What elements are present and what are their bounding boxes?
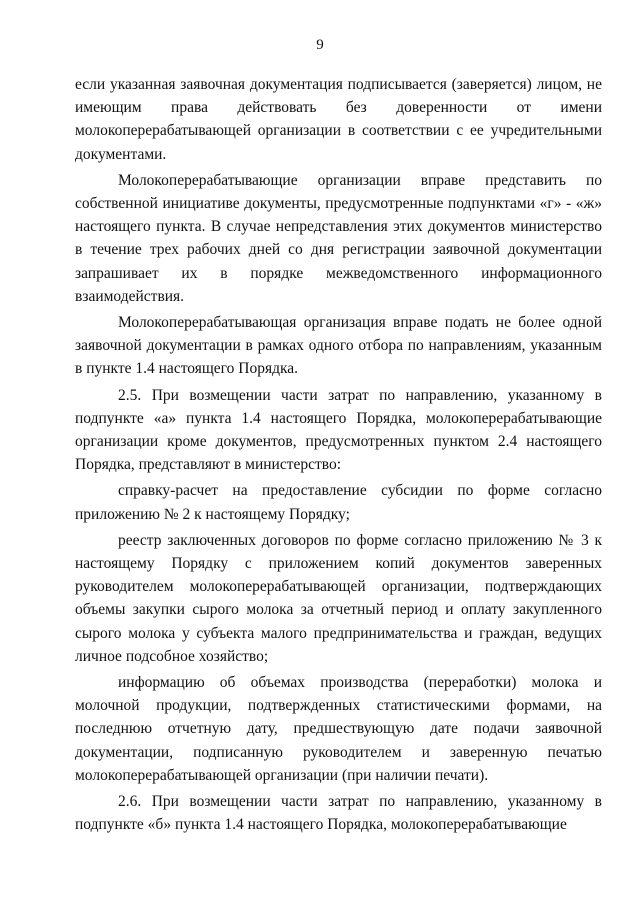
paragraph-optional-documents: Молокоперерабатывающие организации вправе представить по собственной инициативе документы, предусмотренные подпунктами «г» - «ж» настоящего пункта. В случае непредставления этих документов министерство в течение трех рабочих дней со дня регистрации заявочной документации запрашивает их в порядке межведомственного информационного взаимодействия. [75,171,602,305]
paragraph-single-application: Молокоперерабатывающая организация вправе подать не более одной заявочной документации в рамках одного отбора по направлениям, указанным в пункте 1.4 настоящего Порядка. [75,314,602,378]
page-number: 9 [316,37,324,53]
paragraph-2-6: 2.6. При возмещении части затрат по направлению, указанному в подпункте «б» пункта 1.4 настоящего Порядка, молокоперерабатывающие [75,793,602,834]
list-item-contracts-register: реестр заключенных договоров по форме согласно приложению № 3 к настоящему Порядку с приложением копий документов заверенных руководителем молокоперерабатывающей организации, подтверждающих объемы закупки сырого молока за отчетный период и оплату закупленного сырого молока у субъекта малого предпринимательства и граждан, ведущих личное подсобное хозяйство; [75,531,602,665]
paragraph-2-5: 2.5. При возмещении части затрат по направлению, указанному в подпункте «а» пункта 1.4 настоящего Порядка, молокоперерабатывающие организации кроме документов, предусмотренных пунктом 2.4 настоящего Порядка, представляют в министерство: [75,386,602,474]
list-item-calculation: справку-расчет на предоставление субсидии по форме согласно приложению № 2 к настоящему Порядку; [75,482,602,523]
list-item-production-info: информацию об объемах производства (переработки) молока и молочной продукции, подтвержденных статистическими формами, на последнюю отчетную дату, предшествующую дате подачи заявочной документации, подписанную руководителем и заверенную печатью молокоперерабатывающей организации (при наличии печати). [75,674,602,784]
document-body [75,73,602,840]
paragraph-continuation: если указанная заявочная документация подписывается (заверяется) лицом, не имеющим права действовать без доверенности от имени молокоперерабатывающей организации в соответствии с ее учредительными документами. [75,76,602,163]
